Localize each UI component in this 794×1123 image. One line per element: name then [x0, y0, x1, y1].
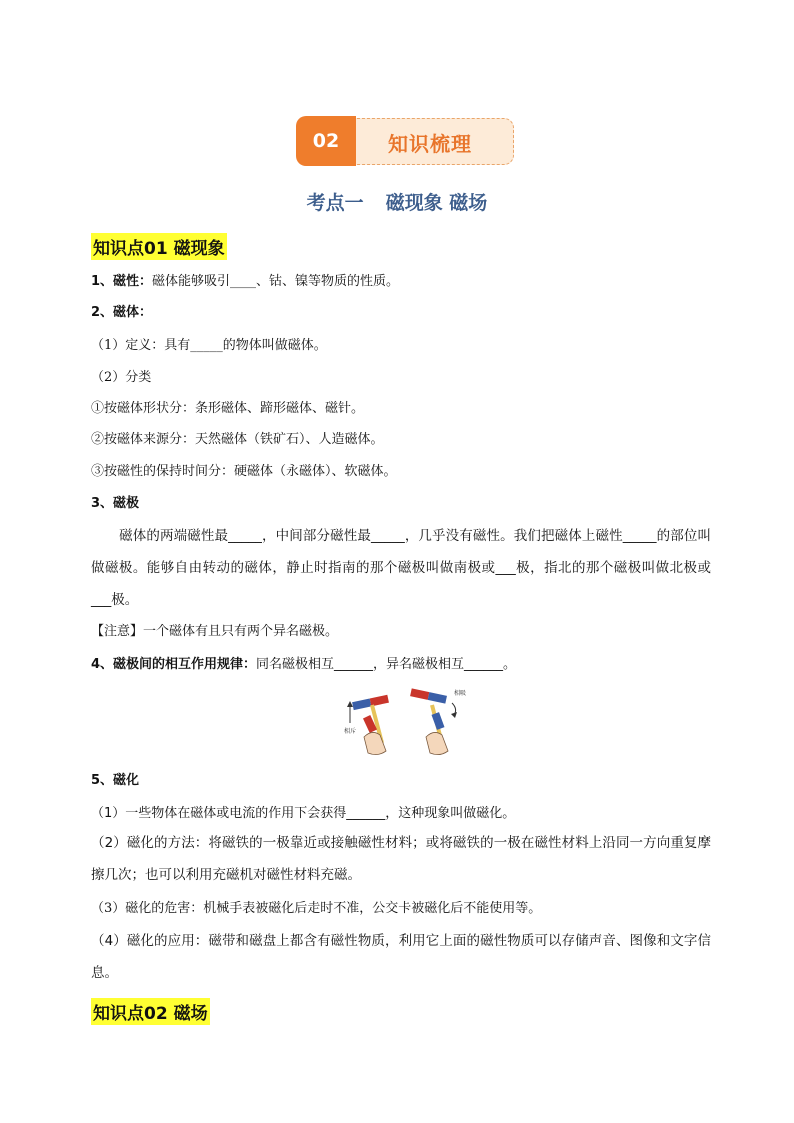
item-text: 同名磁极相互______，异名磁极相互______。	[256, 657, 517, 672]
item-magnetization-label: 5、磁化	[91, 773, 140, 788]
magnetization-method: （2）磁化的方法：将磁铁的一极靠近或接触磁性材料；或将磁铁的一极在磁性材料上沿同一方向重复摩擦几次；也可以利用充磁机对磁性材料充磁。	[91, 835, 711, 883]
item-magnet-label: 2、磁体：	[91, 305, 153, 320]
item-class-source: ②按磁体来源分：天然磁体（铁矿石）、人造磁体。	[91, 432, 384, 447]
magnetization-application: （4）磁化的应用：磁带和磁盘上都含有磁性物质，利用它上面的磁性物质可以存储声音、图像和文字信息。	[91, 933, 711, 981]
item-interaction	[91, 656, 516, 674]
item-classification: （2）分类	[91, 370, 152, 385]
section-title-part2: 磁现象 磁场	[385, 192, 488, 214]
section-title	[0, 188, 794, 215]
badge-number: 02	[296, 116, 356, 166]
item-label: 4、磁极间的相互作用规律：	[91, 657, 257, 672]
repel-label: 相斥	[344, 728, 357, 735]
note-line: 【注意】一个磁体有且只有两个异名磁极。	[91, 624, 339, 639]
item-poles-label: 3、磁极	[91, 496, 140, 511]
knowledge-point-1-heading: 知识点01 磁现象	[91, 233, 227, 260]
item-definition: （1）定义：具有_____的物体叫做磁体。	[91, 338, 327, 353]
section-badge	[296, 116, 514, 166]
item-magnetization-def: （1）一些物体在磁体或电流的作用下会获得______，这种现象叫做磁化。	[91, 806, 516, 821]
item-label: 1、磁性：	[91, 274, 153, 289]
item-magnetism	[91, 273, 399, 291]
badge-title: 知识梳理	[388, 132, 472, 156]
item-class-time: ③按磁性的保持时间分：硬磁体（永磁体）、软磁体。	[91, 464, 397, 479]
knowledge-point-2-heading: 知识点02 磁场	[91, 998, 210, 1025]
item-text: 磁体能够吸引____、钴、镍等物质的性质。	[152, 274, 400, 289]
section-title-part1: 考点一	[306, 192, 364, 214]
item-magnetization-harm: （3）磁化的危害：机械手表被磁化后走时不准，公交卡被磁化后不能使用等。	[91, 901, 542, 916]
item-class-shape: ①按磁体形状分：条形磁体、蹄形磁体、磁针。	[91, 401, 365, 416]
poles-paragraph	[91, 520, 711, 616]
magnet-illustration	[338, 685, 478, 760]
attract-label: 相吸	[454, 690, 467, 697]
poles-paragraph-text: 磁体的两端磁性最_____，中间部分磁性最_____，几乎没有磁性。我们把磁体上磁性_____的部位叫做磁极。能够自由转动的磁体，静止时指南的那个磁极叫做南极或___极，指北的那个磁极叫做北极或___极。	[91, 528, 711, 608]
magnet-illustration-svg	[338, 685, 478, 760]
